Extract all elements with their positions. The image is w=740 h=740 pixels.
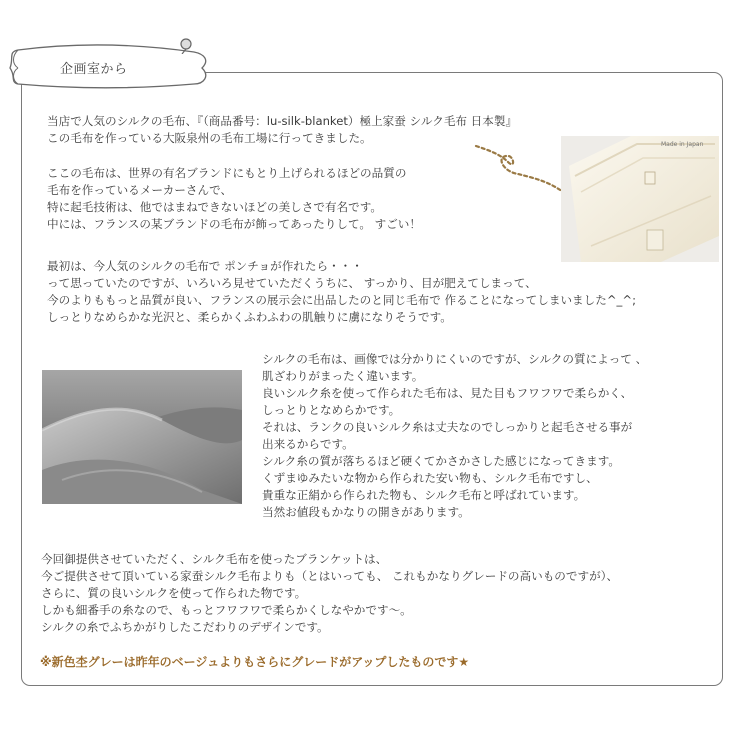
text-line: 貴重な正絹から作られた物も、シルク毛布と呼ばれています。 [262,488,586,502]
text-line: 出来るからです。 [262,437,354,451]
text-line: 最初は、今人気のシルクの毛布で ポンチョが作れたら・・・ [47,259,363,273]
text-line: 特に起毛技術は、他ではまねできないほどの美しさで有名です。 [47,200,383,214]
text-line: 毛布を作っているメーカーさんで、 [47,183,233,197]
text-line: この毛布を作っている大阪泉州の毛布工場に行ってきました。 [47,131,372,145]
paragraph-blanket [41,551,618,636]
text-line: 中には、フランスの某ブランドの毛布が飾ってあったりして。 すごい！ [47,217,421,231]
text-line: さらに、質の良いシルクを使って作られた物です。 [41,586,307,600]
text-line: しっとりとなめらかです。 [262,403,401,417]
fabric-closeup-photo [42,370,242,504]
pin-icon [176,34,196,54]
text-line: シルクの糸でふちかがりしたこだわりのデザインです。 [41,620,329,634]
text-line: ここの毛布は、世界の有名ブランドにもとり上げられるほどの品質の [47,166,407,180]
ribbon-flourish [474,140,570,198]
text-line: 今ご提供させて頂いている家蚕シルク毛布よりも（とはいっても、 これもかなりグレードの高いものですが）、 [41,569,619,583]
text-line: くずまゆみたいな物から作られた安い物も、シルク毛布ですし、 [262,471,598,485]
text-line: 今回御提供させていただく、シルク毛布を使ったブランケットは、 [41,552,388,566]
blanket-photo [561,136,719,262]
text-line: 肌ざわりがまったく違います。 [262,369,424,383]
text-line: それは、ランクの良いシルク糸は丈夫なのでしっかりと起毛させる事が [262,420,633,434]
paragraph-factory [47,165,421,233]
paragraph-poncho [47,258,636,326]
text-line: しっとりなめらかな光沢と、柔らかくふわふわの肌触りに虜になりそうです。 [47,310,452,324]
made-in-japan-label: Made in Japan [661,141,704,148]
text-line: しかも細番手の糸なので、もっとフワフワで柔らかくしなやかです〜。 [41,603,412,617]
text-line: シルク糸の質が落ちるほど硬くてかさかさした感じになってきます。 [262,454,620,468]
grade-note: ※新色杢グレーは昨年のベージュよりもさらにグレードがアップしたものです★ [40,655,470,669]
text-line: 当然お値段もかなりの開きがあります。 [262,505,470,519]
text-line: って思っていたのですが、いろいろ見せていただくうちに、 すっかり、目が肥えてしまって、 [47,276,537,290]
text-line: 当店で人気のシルクの毛布、『（商品番号：lu-silk-blanket）極上家蚕 シルク毛布 日本製』 [47,114,518,128]
text-line: 良いシルク糸を使って作られた毛布は、見た目もフワフワで柔らかく、 [262,386,633,400]
text-line: シルクの毛布は、画像では分かりにくいのですが、シルクの質によって 、 [262,352,648,366]
section-title: 企画室から [60,62,128,77]
paragraph-silk-quality [262,351,647,521]
paragraph-intro [47,113,517,147]
text-line: 今のよりももっと品質が良い、フランスの展示会に出品したのと同じ毛布で 作ることになってしまいました^_^; [47,293,636,307]
